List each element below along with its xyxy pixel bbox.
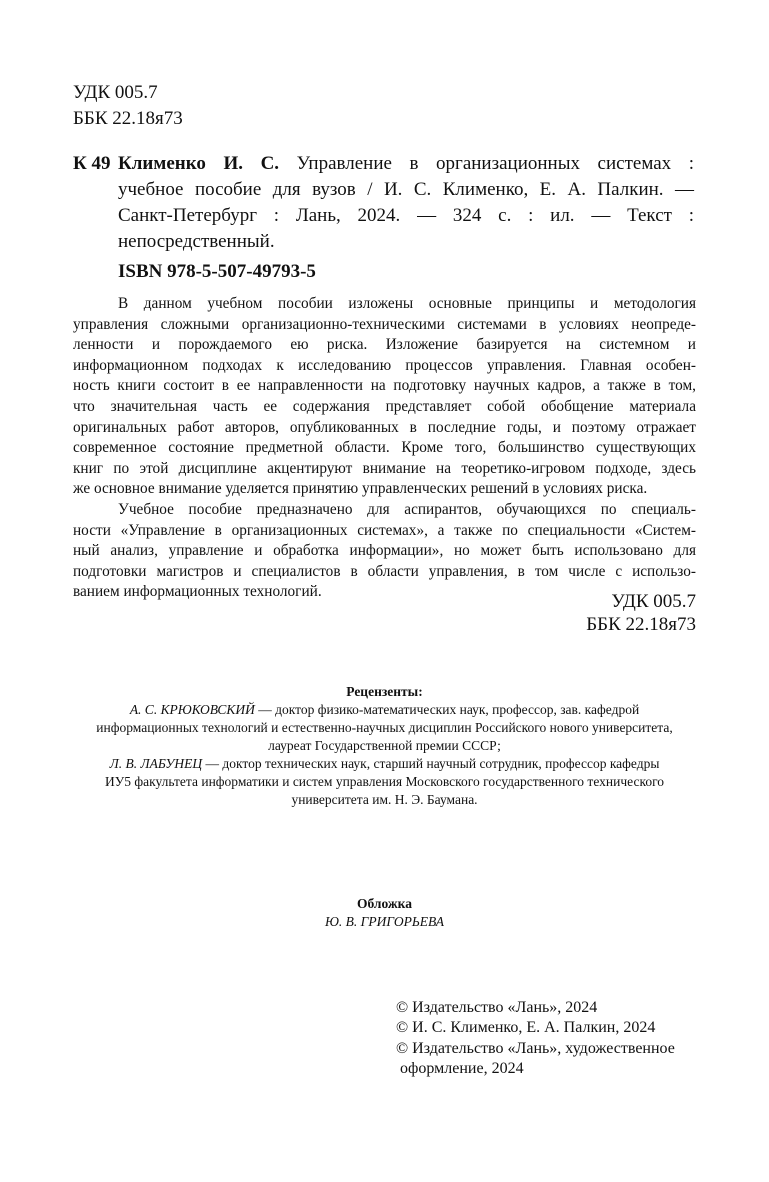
- bib-line-3: Санкт-Петербург : Лань, 2024. — 324 с. : ил. — Текст :: [118, 205, 694, 226]
- reviewer-1-title: — доктор физико-математических наук, профессор, зав. кафедрой: [254, 702, 640, 717]
- copyright-line: © Издательство «Лань», 2024: [396, 999, 598, 1016]
- abstract-line: ный анализ, управление и обработка информации», но может быть использовано для: [73, 542, 696, 560]
- bbk-code-top: ББК 22.18я73: [73, 108, 183, 129]
- copyright-line: © И. С. Клименко, Е. А. Палкин, 2024: [396, 1019, 656, 1037]
- udk-code-bottom: УДК 005.7: [611, 591, 696, 612]
- abstract-line: ность книги состоит в ее направленности на подготовку научных кадров, а также в том,: [73, 377, 696, 395]
- abstract-line: В данном учебном пособии изложены основные принципы и методология: [118, 295, 696, 312]
- abstract-line: же основное внимание уделяется принятию управленческих решений в условиях риска.: [73, 480, 648, 498]
- abstract-line: книг по этой дисциплине акцентируют внимание на теоретико-игровом подходе, здесь: [73, 459, 696, 477]
- isbn: ISBN 978-5-507-49793-5: [118, 261, 316, 282]
- reviewer-1-line-3: лауреат Государственной премии СССР;: [268, 738, 501, 753]
- reviewer-2-title: — доктор технических наук, старший научный сотрудник, профессор кафедры: [202, 756, 660, 771]
- abstract-line: информационном подходах к исследованию процессов управления. Главная особен-: [73, 356, 696, 374]
- abstract-line: оригинальных работ авторов, опубликованных в последние годы, и поэтому отражает: [73, 418, 696, 436]
- copyright-line: © Издательство «Лань», художественное: [396, 1039, 675, 1057]
- bib-line-2: учебное пособие для вузов / И. С. Клименко, Е. А. Палкин. —: [118, 179, 694, 200]
- abstract-line: ности «Управление в организационных системах», а также по специальности «Систем-: [73, 521, 696, 539]
- abstract-line: подготовки магистров и специалистов в области управления, в том числе с использо-: [73, 562, 696, 580]
- bib-line-4: непосредственный.: [118, 231, 275, 252]
- copyright-block: [396, 998, 675, 1079]
- reviewer-2-line-1: [73, 755, 696, 773]
- reviewer-2-name: Л. В. ЛАБУНЕЦ: [109, 756, 203, 771]
- copyright-line: оформление, 2024: [396, 1059, 524, 1077]
- reviewer-1-line-1: [73, 701, 696, 719]
- cover-designer: Ю. В. ГРИГОРЬЕВА: [324, 914, 445, 929]
- reviewer-2-line-2: ИУ5 факультета информатики и систем управления Московского государственного технического: [104, 774, 665, 789]
- abstract-line: управления сложными организационно-техническими системами в условиях неопреде-: [73, 315, 696, 333]
- reviewer-1-line-2: информационных технологий и естественно-научных дисциплин Российского нового университета,: [96, 720, 673, 735]
- reviewer-1-name: А. С. КРЮКОВСКИЙ: [129, 702, 255, 717]
- reviewers-block: [73, 683, 696, 809]
- cover-credit: [73, 895, 696, 931]
- udk-code-top: УДК 005.7: [73, 82, 158, 103]
- bibliographic-record: [118, 151, 694, 255]
- abstract-line: Учебное пособие предназначено для аспирантов, обучающихся по специаль-: [118, 500, 696, 518]
- reviewers-heading: Рецензенты:: [346, 684, 423, 699]
- reviewer-2-line-3: университета им. Н. Э. Баумана.: [291, 792, 478, 807]
- cover-heading: Обложка: [356, 896, 412, 911]
- abstract-line: ванием информационных технологий.: [73, 583, 322, 601]
- bib-line-1: [118, 151, 694, 177]
- abstract-line: что значительная часть ее содержания представляет собой обобщение материала: [73, 397, 696, 415]
- abstract-line: современное состояние предметной области. Кроме того, большинство существующих: [73, 439, 696, 457]
- bib-title: Управление в организационных системах :: [279, 153, 695, 174]
- bib-author: Клименко И. С.: [118, 153, 280, 174]
- abstract: [73, 294, 696, 603]
- abstract-line: ленности и порождаемого ею риска. Изложение базируется на системном и: [73, 336, 696, 354]
- author-mark: К 49: [73, 153, 111, 174]
- bbk-code-bottom: ББК 22.18я73: [586, 614, 696, 635]
